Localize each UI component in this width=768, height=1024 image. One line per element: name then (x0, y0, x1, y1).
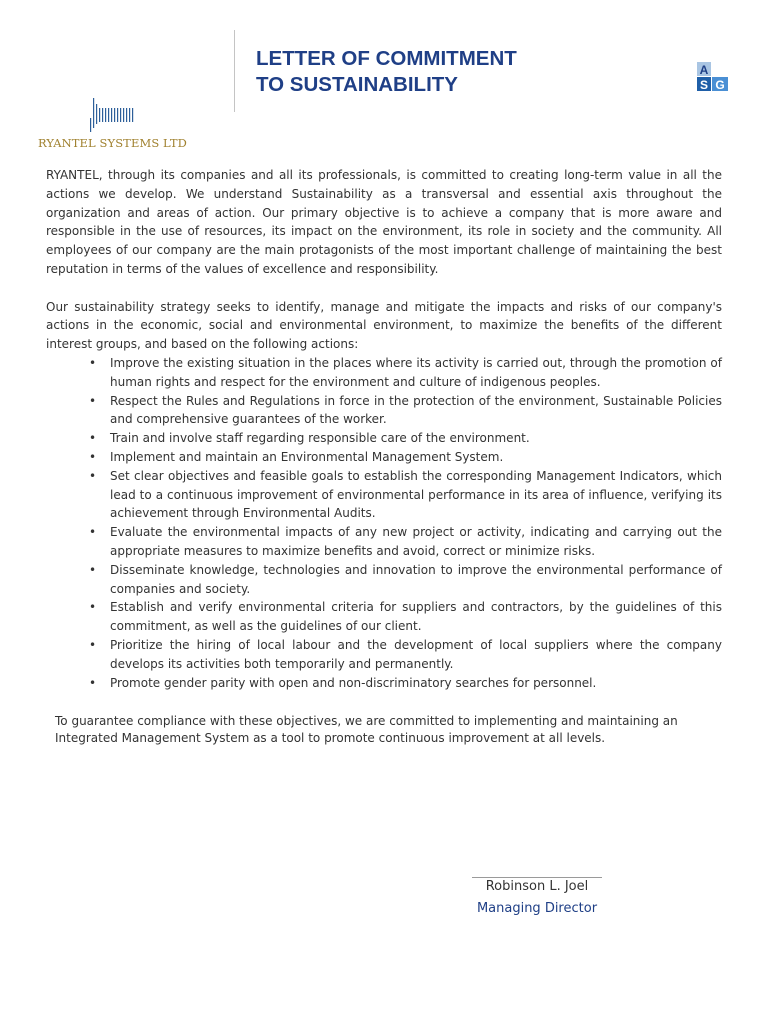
barcode-logo-icon (88, 96, 138, 134)
list-item: • Disseminate knowledge, technologies and innovation to improve the environmental performance of companies and society. (46, 561, 722, 599)
company-logo (38, 96, 188, 152)
strategy-paragraph: Our sustainability strategy seeks to identify, manage and mitigate the impacts and risks of our company's actions in the economic, social and environmental environment, to maximize the benefits of the different interest groups, and based on the following actions: (46, 299, 722, 352)
intro-paragraph: RYANTEL, through its companies and all its professionals, is committed to creating long-term value in all the actions we develop. We understand Sustainability as a transversal and essential axis throughout the organization and areas of action. Our primary objective is to achieve a company that is more aware and responsible in the use of resources, its impact on the environment, its role in society and the community. All employees of our company are the main protagonists of the most important challenge of maintaining the best reputation in terms of the values of excellence and responsibility. (46, 168, 722, 276)
list-item: • Prioritize the hiring of local labour and the development of local suppliers where the company develops its activities both temporarily and permanently. (46, 636, 722, 674)
badge-letter-s: S (699, 78, 709, 92)
letter-body (46, 166, 722, 692)
signature-line (472, 877, 602, 878)
page-title (256, 46, 517, 98)
list-item: • Train and involve staff regarding responsible care of the environment. (46, 429, 722, 448)
logo-company-name: RYANTEL SYSTEMS LTD (38, 136, 187, 150)
list-item: • Respect the Rules and Regulations in force in the protection of the environment, Sustainable Policies and comprehensive guarantees of the worker. (46, 392, 722, 430)
signatory-name: Robinson L. Joel (485, 879, 589, 894)
badge-letter-a: A (699, 63, 709, 77)
list-item: • Promote gender parity with open and non-discriminatory searches for personnel. (46, 674, 722, 693)
badge-letter-g: G (715, 78, 725, 92)
list-item: • Implement and maintain an Environmental Management System. (46, 448, 722, 467)
list-item: • Evaluate the environmental impacts of any new project or activity, indicating and carrying out the appropriate measures to maximize benefits and avoid, correct or minimize risks. (46, 523, 722, 561)
title-line-1: LETTER OF COMMITMENT (256, 47, 517, 70)
paragraph-spacer (46, 279, 722, 298)
list-item: • Set clear objectives and feasible goals to establish the corresponding Management Indicators, which lead to a continuous improvement of environmental performance in its area of influence, verifying its achievement through Environmental Audits. (46, 467, 722, 523)
list-item: • Establish and verify environmental criteria for suppliers and contractors, by the guidelines of this commitment, as well as the guidelines of our client. (46, 598, 722, 636)
title-line-2: TO SUSTAINABILITY (256, 73, 458, 96)
closing-paragraph: To guarantee compliance with these objectives, we are committed to implementing and maintaining an Integrated Management System as a tool to promote continuous improvement at all levels. (55, 714, 678, 745)
signatory-title: Managing Director (476, 901, 598, 916)
header-divider (234, 30, 235, 112)
list-item: • Improve the existing situation in the places where its activity is carried out, through the promotion of human rights and respect for the environment and culture of indigenous peoples. (46, 354, 722, 392)
asg-badge-icon (697, 62, 729, 92)
actions-list (46, 354, 722, 692)
